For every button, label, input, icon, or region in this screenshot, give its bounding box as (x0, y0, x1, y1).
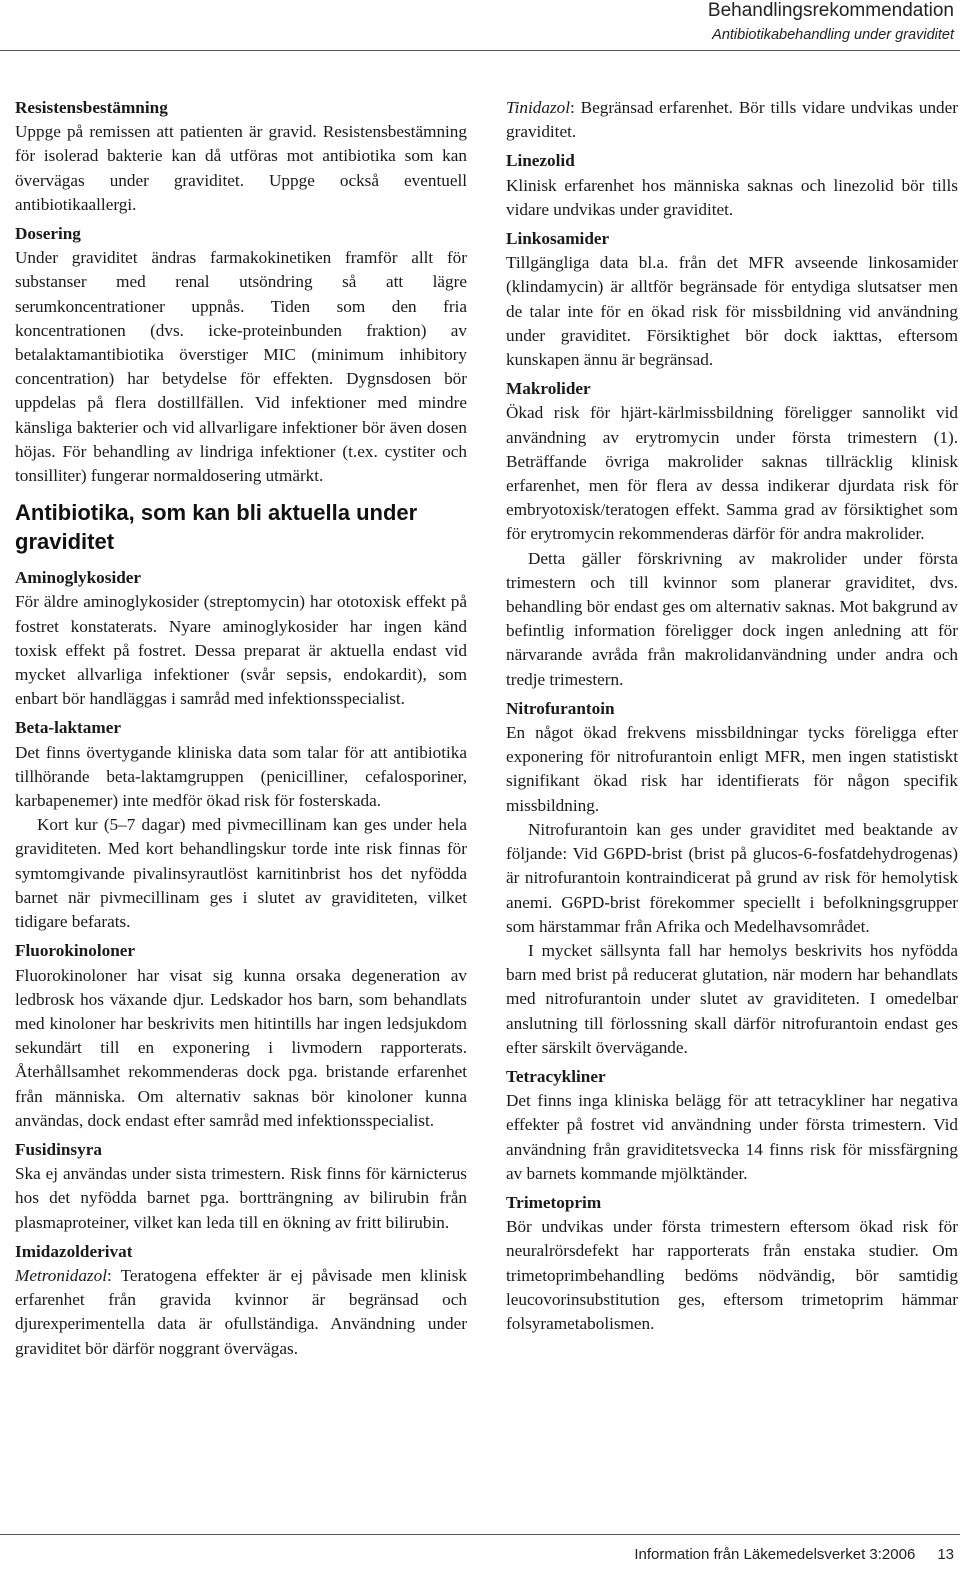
text-metronidazol: : Teratogena effekter är ej påvisade men klinisk erfarenhet från gravida kvinnor är begränsad och djurexperimentella data är ofullständiga. Användning under graviditet bör därför noggrant övervägas. (15, 1265, 467, 1358)
paragraph-tetracykliner: Det finns inga kliniska belägg för att tetracykliner har negativa effekter på fostret vid användning under första trimestern. Vid användning från graviditetsvecka 14 finns risk för missfärgning av barnets kommande mjölktänder. (506, 1091, 958, 1183)
text-tinidazol: : Begränsad erfarenhet. Bör tills vidare undvikas under graviditet. (506, 98, 958, 142)
paragraph-makrolider-2: Detta gäller förskrivning av makrolider under första trimestern och till kvinnor som planerar graviditet, dvs. behandling bör endast ges om alternativ saknas. Mot bakgrund av befintlig information föreligger dock ingen anledning att för närvarande avråda från makrolidanvändning under andra och tredje trimestern. (506, 548, 958, 689)
paragraph-nitrofurantoin-1: En något ökad frekvens missbildningar tycks föreligga efter exponering för nitrofurantoin enligt MFR, men ingen statistiskt signifikant ökad risk har identifierats för någon specifik missbildning. (506, 723, 958, 815)
heading-linezolid: Linezolid (506, 151, 575, 171)
heading-nitrofurantoin: Nitrofurantoin (506, 698, 615, 718)
heading-makrolider: Makrolider (506, 379, 591, 399)
lead-tinidazol: Tinidazol (506, 98, 570, 117)
page-number: 13 (937, 1546, 954, 1563)
heading-linkosamider: Linkosamider (506, 229, 610, 249)
paragraph-linkosamider: Tillgängliga data bl.a. från det MFR avseende linkosamider (klindamycin) är alltför begränsade för entydiga slutsatser men de talar inte för en ökad risk för missbildning vid användning under graviditet. Försiktighet bör dock iakttas, eftersom kunskapen ännu är begränsad. (506, 253, 958, 370)
paragraph-trimetoprim: Bör undvikas under första trimestern eftersom ökad risk för neuralrörsdefekt har rapporterats från enstaka studier. Om trimetoprimbehandling bedöms nödvändig, bör samtidig leucovorinsubstitution ges, eftersom trimetoprim hämmar folsyrametabolismen. (506, 1217, 958, 1333)
paragraph-makrolider-1: Ökad risk för hjärt-kärlmissbildning föreligger sannolikt vid användning av erytromycin under första trimestern (1). Beträffande övriga makrolider saknas tillräcklig klinisk erfarenhet, men för flera av dessa indikerar djurdata risk för embryotoxisk/teratogen effekt. Samma grad av försiktighet som för erytromycin rekommenderas därför för andra makrolider. (506, 403, 958, 544)
section-title: Antibiotika, som kan bli aktuella under graviditet (15, 500, 418, 555)
left-column (15, 96, 467, 1361)
footer-source: Information från Läkemedelsverket 3:2006 (634, 1546, 916, 1563)
heading-trimetoprim: Trimetoprim (506, 1192, 602, 1212)
paragraph-fluorokinoloner: Fluorokinoloner har visat sig kunna orsaka degeneration av ledbrosk hos växande djur. Ledskador hos barn, som behandlats med kinoloner har beskrivits men hitintills har ingen ledsjukdom sekundärt till en exponering i livmodern rapporterats. Återhållsamhet rekommenderas dock pga. bristande erfarenhet från människa. Om alternativ saknas bör kinoloner kunna användas, dock endast efter samråd med infektionsspecialist. (15, 965, 467, 1130)
paragraph-metronidazol (15, 1264, 467, 1361)
heading-aminoglykosider: Aminoglykosider (15, 568, 142, 588)
paragraph-nitrofurantoin-2: Nitrofurantoin kan ges under graviditet med beaktande av följande: Vid G6PD-brist (brist på glucos-6-fosfatdehydrogenas) är nitrofurantoin kontraindicerat på grund av risk för hemolytisk anemi. G6PD-brist förekommer speciellt i befolkningsgrupper som härstammar från Afrika och Medelhavsområdet. (506, 819, 958, 936)
paragraph-fusidinsyra: Ska ej användas under sista trimestern. Risk finns för kärnicterus hos det nyfödda barnet pga. bortträngning av bilirubin från plasmaproteiner, vilket kan leda till en ökning av fritt bilirubin. (15, 1164, 467, 1232)
heading-tetracykliner: Tetracykliner (506, 1066, 606, 1086)
heading-imidazolderivat: Imidazolderivat (15, 1241, 133, 1261)
footer-divider (0, 1534, 960, 1535)
paragraph-nitrofurantoin-3: I mycket sällsynta fall har hemolys beskrivits hos nyfödda barn med brist på reducerat glutation, när modern har behandlats med nitrofurantoin under slutet av graviditeten. I omedelbar anslutning till förlossning skall därför nitrofurantoin endast ges efter särskilt övervägande. (506, 940, 958, 1057)
heading-beta-laktamer: Beta-laktamer (15, 718, 121, 738)
lead-metronidazol: Metronidazol (15, 1265, 107, 1285)
header-title: Behandlingsrekommendation (707, 0, 954, 21)
paragraph-dosering: Under graviditet ändras farmakokinetiken framför allt för substanser med renal utsöndring så att lägre serumkoncentrationer uppnås. Tiden som den fria koncentrationen (dvs. icke-proteinbunden fraktion) av betalaktamantibiotika överstiger MIC (minimum inhibitory concentration) har betydelse för effekten. Dygnsdosen bör uppdelas på flera dostillfällen. Vid infektioner med mindre känsliga bakterier och vid allvarligare infektioner bör även dosen höjas. För behandling av lindriga infektioner (t.ex. cystiter och tonsilliter) fungerar normaldosering utmärkt. (15, 248, 467, 486)
paragraph-resistensbestamning: Uppge på remissen att patienten är gravid. Resistensbestämning för isolerad bakterie kan då utföras mot antibiotika som kan övervägas under graviditet. Uppge också eventuell antibiotikaallergi. (15, 122, 467, 214)
paragraph-beta-laktamer-2: Kort kur (5–7 dagar) med pivmecillinam kan ges under hela graviditeten. Med kort behandlingskur torde inte risk finnas för symtomgivande pivalinsyrautlöst karnitinbrist hos det nyfödda barnet när pivmecillinam ges i slutet av graviditeten, vilket tidigare befarats. (15, 815, 467, 932)
paragraph-beta-laktamer-1: Det finns övertygande kliniska data som talar för att antibiotika tillhörande beta-laktamgruppen (penicilliner, cefalosporiner, karbapenemer) inte medför ökad risk för fosterskada. (15, 742, 467, 811)
paragraph-linezolid: Klinisk erfarenhet hos människa saknas och linezolid bör tills vidare undvikas under graviditet. (506, 175, 958, 219)
header-divider (0, 50, 960, 51)
right-column (506, 96, 958, 1336)
paragraph-tinidazol (506, 96, 958, 144)
paragraph-aminoglykosider: För äldre aminoglykosider (streptomycin) har ototoxisk effekt på fostret konstaterats. Nyare aminoglykosider har ingen känd toxisk effekt på fostret. Dessa preparat är aktuella endast vid mycket allvarliga infektioner (svår sepsis, endokardit), som enbart bör handläggas i samråd med infektionsspecialist. (15, 592, 467, 709)
heading-resistensbestamning: Resistensbestämning (15, 98, 168, 117)
heading-fusidinsyra: Fusidinsyra (15, 1139, 102, 1159)
footer (634, 1546, 954, 1563)
heading-fluorokinoloner: Fluorokinoloner (15, 941, 136, 961)
header-subtitle: Antibiotikabehandling under graviditet (712, 27, 954, 43)
heading-dosering: Dosering (15, 224, 81, 244)
